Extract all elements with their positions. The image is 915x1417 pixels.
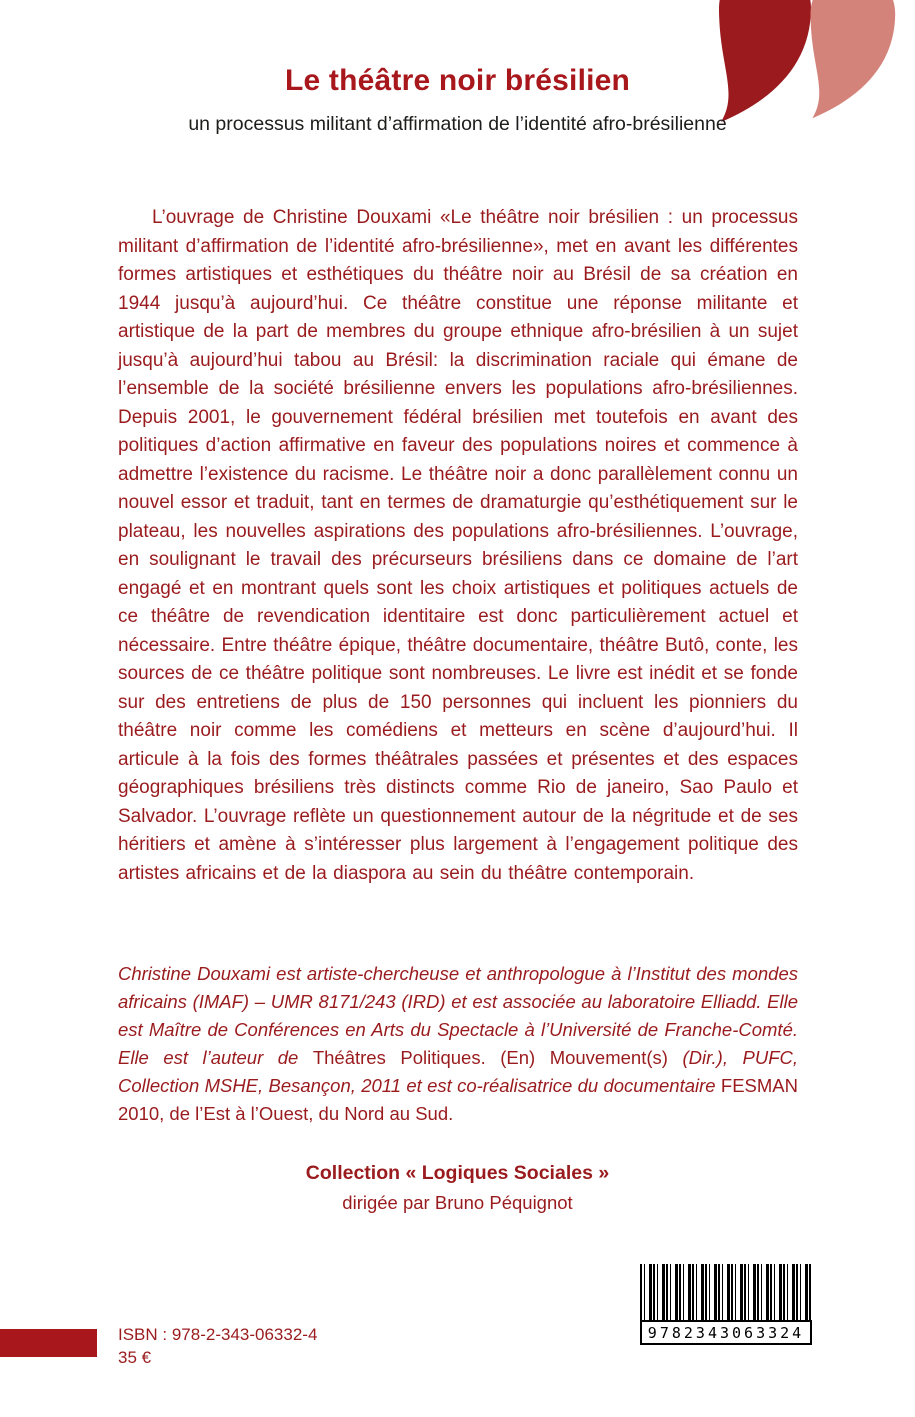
collection-director: dirigée par Bruno Péquignot — [342, 1192, 573, 1213]
book-subtitle: un processus militant d’affirmation de l’identité afro-brésilienne — [188, 113, 727, 135]
bio-segment-book-title: Théâtres Politiques. (En) Mouvement(s) — [312, 1047, 683, 1068]
barcode — [640, 1264, 812, 1345]
author-bio — [118, 960, 798, 1128]
collection-block — [0, 1162, 915, 1214]
bottom-red-bar — [0, 1329, 97, 1357]
barcode-number: 9782343063324 — [640, 1320, 812, 1345]
bio-segment-italic: (Dir.), PUFC, Collection MSHE, Besançon, 2011 et est co-réalisatrice du documentaire — [118, 1047, 798, 1096]
price-text: 35 € — [118, 1348, 152, 1367]
bio-segment-italic: Christine Douxami est artiste-chercheuse et anthropologue à l’Institut des mondes africains (IMAF) – UMR 8171/243 (IRD) et est associée au laboratoire Elliadd. Elle est Maître de Conférences en Arts du Spectacle à l’Université de Franche-Comté. Elle est l’auteur de — [118, 963, 798, 1068]
book-title: Le théâtre noir brésilien — [284, 64, 631, 97]
barcode-bars-icon — [640, 1264, 812, 1320]
isbn-text: ISBN : 978-2-343-06332-4 — [118, 1325, 318, 1344]
bio-segment-book-title: FESMAN 2010, de l’Est à l’Ouest, du Nord au Sud. — [118, 1075, 798, 1124]
isbn-block — [118, 1323, 317, 1369]
collection-title: Collection « Logiques Sociales » — [305, 1162, 610, 1184]
synopsis-paragraph: L’ouvrage de Christine Douxami «Le théâtre noir brésilien : un processus militant d’affirmation de l’identité afro-brésilienne», met en avant les différentes formes artistiques et esthétiques du théâtre noir au Brésil de sa création en 1944 jusqu’à aujourd’hui. Ce théâtre constitue une réponse militante et artistique de la part de membres du groupe ethnique afro-brésilien à un sujet jusqu’à aujourd’hui tabou au Brésil: la discrimination raciale qui émane de l’ensemble de la société brésilienne envers les populations afro-brésiliennes. Depuis 2001, le gouvernement fédéral brésilien met toutefois en avant des politiques d’action affirmative en faveur des populations noires et commence à admettre l’existence du racisme. Le théâtre noir a donc parallèlement connu un nouvel essor et traduit, tant en termes de dramaturgie qu’esthétiquement sur le plateau, les nouvelles aspirations des populations afro-brésiliennes. L’ouvrage, en soulignant le travail des précurseurs brésiliens dans ce domaine de l’art engagé et en montrant quels sont les choix artistiques et politiques actuels de ce théâtre de revendication identitaire est donc particulièrement actuel et nécessaire. Entre théâtre épique, théâtre documentaire, théâtre Butô, conte, les sources de ce théâtre politique sont nombreuses. Le livre est inédit et se fonde sur des entretiens de plus de 150 personnes qui incluent les pionniers du théâtre noir comme les comédiens et metteurs en scène d’aujourd’hui. Il articule à la fois des formes théâtrales passées et présentes et des espaces géographiques brésiliens très distincts comme Rio de janeiro, Sao Paulo et Salvador. L’ouvrage reflète un questionnement autour de la négritude et de ses héritiers et amène à s’intéresser plus largement à l’engagement politique des artistes africains et de la diaspora au sein du théâtre contemporain. — [118, 207, 798, 884]
